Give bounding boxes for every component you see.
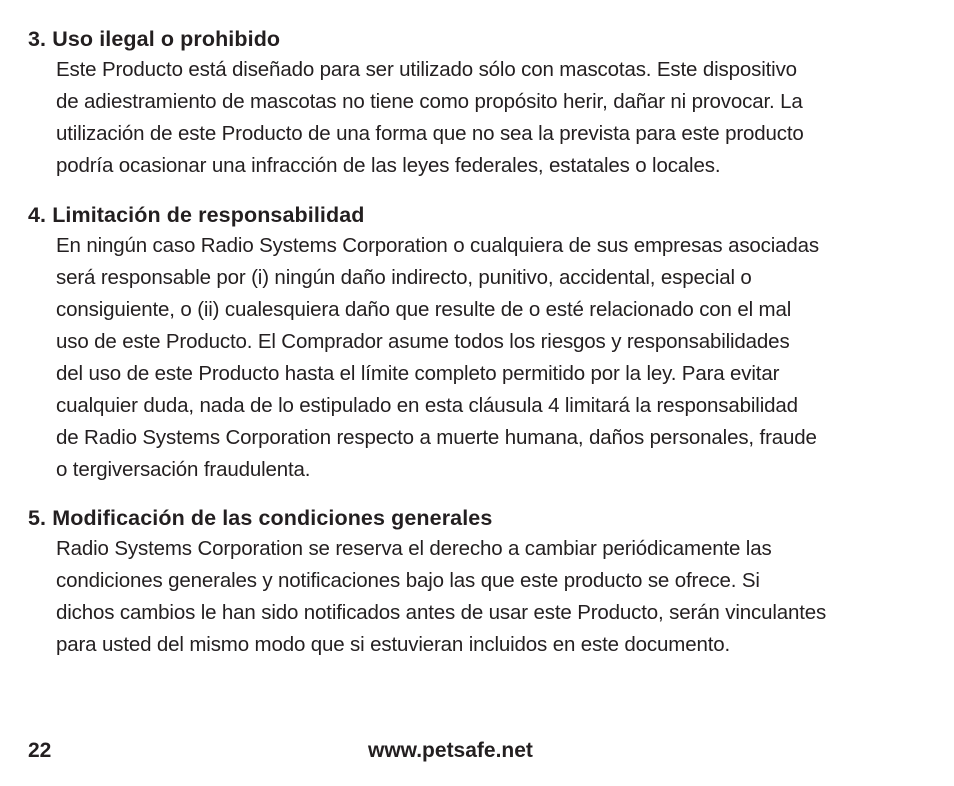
section-modification-of-terms: [28, 503, 928, 661]
section-illegal-use: [28, 24, 928, 182]
section-body: [28, 230, 928, 486]
body-line: para usted del mismo modo que si estuvieran incluidos en este documento.: [56, 633, 731, 656]
section-heading: 3. Uso ilegal o prohibido: [28, 27, 281, 51]
section-body: [28, 54, 928, 182]
website-url: www.petsafe.net: [368, 739, 533, 762]
body-line: del uso de este Producto hasta el límite completo permitido por la ley. Para evitar: [56, 362, 780, 385]
section-heading: 4. Limitación de responsabilidad: [28, 203, 365, 227]
body-line: de adiestramiento de mascotas no tiene como propósito herir, dañar ni provocar. La: [56, 90, 803, 113]
body-line: consiguiente, o (ii) cualesquiera daño que resulte de o esté relacionado con el mal: [56, 298, 792, 321]
body-line: En ningún caso Radio Systems Corporation o cualquiera de sus empresas asociadas: [56, 234, 820, 257]
body-line: dichos cambios le han sido notificados antes de usar este Producto, serán vinculantes: [56, 601, 827, 624]
section-limitation-of-liability: [28, 200, 928, 486]
body-line: Este Producto está diseñado para ser utilizado sólo con mascotas. Este dispositivo: [56, 58, 797, 81]
body-line: o tergiversación fraudulenta.: [56, 458, 311, 481]
section-heading: 5. Modificación de las condiciones generales: [28, 506, 493, 530]
section-body: [28, 533, 928, 661]
body-line: utilización de este Producto de una forma que no sea la prevista para este producto: [56, 122, 804, 145]
page-footer: [28, 736, 928, 766]
page-number: 22: [28, 739, 52, 762]
body-line: condiciones generales y notificaciones bajo las que este producto se ofrece. Si: [56, 569, 760, 592]
body-line: Radio Systems Corporation se reserva el derecho a cambiar periódicamente las: [56, 537, 772, 560]
body-line: uso de este Producto. El Comprador asume todos los riesgos y responsabilidades: [56, 330, 790, 353]
body-line: cualquier duda, nada de lo estipulado en esta cláusula 4 limitará la responsabilidad: [56, 394, 798, 417]
body-line: podría ocasionar una infracción de las leyes federales, estatales o locales.: [56, 154, 721, 177]
body-line: de Radio Systems Corporation respecto a muerte humana, daños personales, fraude: [56, 426, 817, 449]
body-line: será responsable por (i) ningún daño indirecto, punitivo, accidental, especial o: [56, 266, 752, 289]
